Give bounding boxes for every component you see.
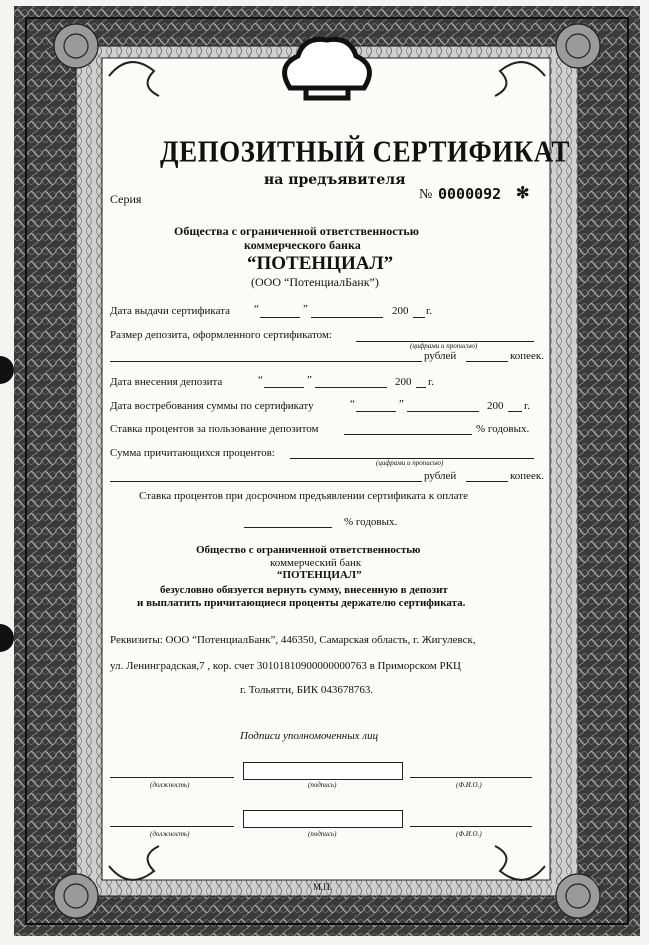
digits-words-hint: (цифрами и прописью) — [410, 342, 478, 350]
issue-day-field[interactable] — [260, 317, 300, 318]
certificate-number: 0000092 — [438, 185, 502, 203]
year-prefix: 200 — [487, 400, 504, 412]
year-prefix: 200 — [395, 376, 412, 388]
bank-short-name: (ООО “ПотенциалБанк”) — [251, 275, 379, 289]
rate-label: Ставка процентов за пользование депозитом — [110, 423, 319, 435]
binder-hole — [0, 356, 14, 384]
demand-date-label: Дата востребования суммы по сертификату — [110, 400, 314, 412]
year-prefix: 200 — [392, 305, 409, 317]
interest-kopecks-field[interactable] — [466, 481, 508, 482]
interest-sum-label: Сумма причитающихся процентов: — [110, 447, 275, 459]
quote-open: “ — [254, 303, 259, 315]
fio-caption-1: (Ф.И.О.) — [456, 781, 482, 789]
quote-open: “ — [258, 374, 263, 386]
issue-year-field[interactable] — [413, 317, 425, 318]
deposit-date-label: Дата внесения депозита — [110, 376, 223, 388]
demand-day-field[interactable] — [356, 411, 396, 412]
rubles-label: рублей — [424, 470, 457, 482]
obligation-line-3: “ПОТЕНЦИАЛ” — [277, 569, 362, 581]
obligation-line-4: безусловно обязуется вернуть сумму, внесенную в депозит — [160, 584, 448, 596]
obligation-line-1: Общество с ограниченной ответственностью — [196, 544, 421, 556]
signature-box-2[interactable] — [243, 810, 403, 828]
year-suffix: г. — [428, 376, 435, 388]
signature-caption-1: (подпись) — [308, 781, 337, 789]
issuer-line-2: коммерческого банка — [244, 238, 361, 252]
position-field-1[interactable] — [110, 777, 234, 778]
requisites-line-1: Реквизиты: ООО “ПотенциалБанк”, 446350, Самарская область, г. Жигулевск, — [110, 634, 476, 646]
fio-caption-2: (Ф.И.О.) — [456, 830, 482, 838]
early-rate-field[interactable] — [244, 527, 332, 528]
quote-close: ” — [399, 398, 404, 410]
obligation-line-5: и выплатить причитающиеся проценты держателю сертификата. — [137, 597, 466, 609]
quote-close: ” — [303, 303, 308, 315]
rubles-label: рублей — [424, 350, 457, 362]
fio-field-2[interactable] — [410, 826, 532, 827]
early-percent-label: % годовых. — [344, 516, 398, 528]
position-caption-1: (должность) — [150, 781, 190, 789]
requisites-line-3: г. Тольятти, БИК 043678763. — [240, 684, 374, 696]
signature-box-1[interactable] — [243, 762, 403, 780]
issue-month-field[interactable] — [311, 317, 383, 318]
percent-annual-label: % годовых. — [476, 423, 530, 435]
quote-close: ” — [307, 374, 312, 386]
certificate-subtitle: на предъявителя — [264, 172, 406, 188]
kopecks-label: копеек. — [510, 350, 545, 362]
deposit-month-field[interactable] — [315, 387, 387, 388]
obligation-line-2: коммерческий банк — [270, 557, 362, 569]
kopecks-field[interactable] — [466, 361, 508, 362]
deposit-size-field-2[interactable] — [110, 361, 422, 362]
position-caption-2: (должность) — [150, 830, 190, 838]
fio-field-1[interactable] — [410, 777, 532, 778]
demand-month-field[interactable] — [407, 411, 479, 412]
number-label: № — [419, 187, 433, 202]
demand-year-field[interactable] — [508, 411, 522, 412]
deposit-year-field[interactable] — [416, 387, 426, 388]
deposit-day-field[interactable] — [264, 387, 304, 388]
signatures-title: Подписи уполномоченных лиц — [240, 730, 379, 742]
deposit-size-label: Размер депозита, оформленного сертификатом: — [110, 329, 332, 341]
signature-caption-2: (подпись) — [308, 830, 337, 838]
kopecks-label: копеек. — [510, 470, 545, 482]
bank-name: “ПОТЕНЦИАЛ” — [247, 253, 394, 274]
early-rate-label: Ставка процентов при досрочном предъявлении сертификата к оплате — [139, 490, 468, 502]
requisites-line-2: ул. Ленинградская,7 , кор. счет 30101810900000000763 в Приморском РКЦ — [110, 660, 461, 672]
year-suffix: г. — [524, 400, 531, 412]
issue-date-label: Дата выдачи сертификата — [110, 305, 231, 317]
series-label: Серия — [110, 192, 142, 206]
quote-open: “ — [350, 398, 355, 410]
stamp-place: М.П. — [313, 882, 333, 892]
star-mark: ✻ — [516, 185, 530, 202]
binder-hole — [0, 624, 14, 652]
rate-field[interactable] — [344, 434, 472, 435]
year-suffix: г. — [426, 305, 433, 317]
position-field-2[interactable] — [110, 826, 234, 827]
interest-sum-field-2[interactable] — [110, 481, 422, 482]
certificate-title: ДЕПОЗИТНЫЙ СЕРТИФИКАТ — [160, 133, 570, 169]
issuer-line-1: Общества с ограниченной ответственностью — [174, 224, 419, 238]
digits-words-hint: (цифрами и прописью) — [376, 459, 444, 467]
